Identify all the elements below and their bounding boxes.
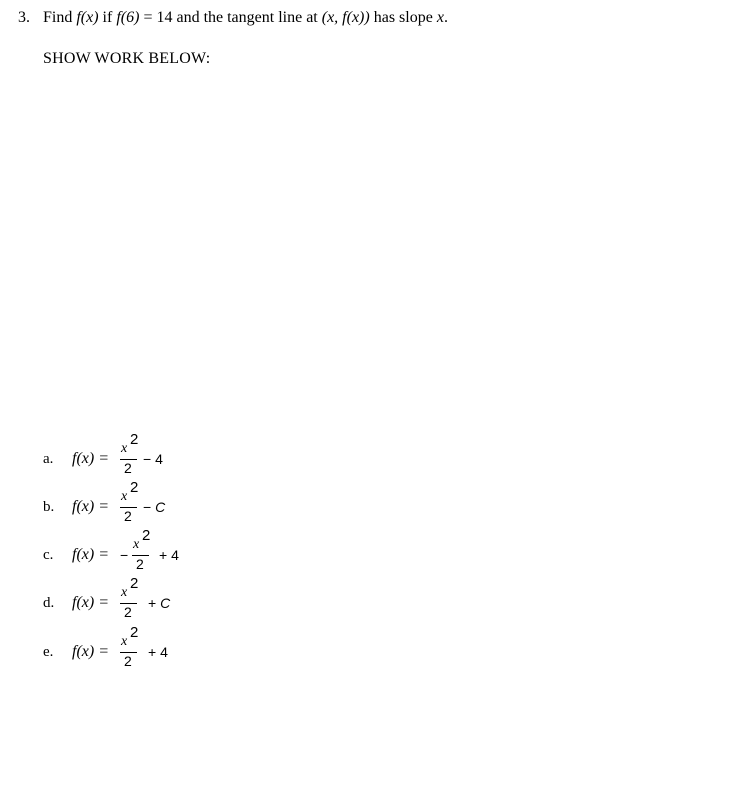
choice-constant: C bbox=[155, 499, 166, 515]
question-number: 3. bbox=[18, 9, 30, 26]
choice-d[interactable] bbox=[43, 575, 343, 625]
choice-lhs: f(x) = bbox=[72, 498, 109, 515]
question-condition: = 14 and the tangent line at bbox=[139, 9, 322, 26]
fraction-exponent: 2 bbox=[130, 479, 139, 496]
fraction-numerator: x bbox=[121, 441, 128, 456]
choice-operator: + bbox=[148, 644, 161, 660]
choice-constant: 4 bbox=[160, 644, 168, 660]
choice-tail bbox=[148, 644, 168, 660]
choice-letter: a. bbox=[43, 451, 54, 467]
choice-a[interactable] bbox=[43, 431, 343, 481]
fraction bbox=[120, 479, 139, 525]
choice-lhs: f(x) = bbox=[72, 546, 109, 563]
choice-tail bbox=[148, 595, 170, 611]
choice-operator: − bbox=[143, 499, 156, 515]
choice-tail bbox=[159, 547, 179, 563]
question-if: if bbox=[98, 9, 117, 26]
choice-operator: + bbox=[148, 595, 161, 611]
choice-letter: e. bbox=[43, 644, 54, 660]
question-slope-x: x bbox=[436, 9, 444, 26]
fraction-denominator: 2 bbox=[124, 508, 132, 524]
choice-constant: 4 bbox=[155, 451, 163, 467]
choice-constant: C bbox=[160, 595, 171, 611]
fraction-exponent: 2 bbox=[142, 527, 151, 544]
fraction-denominator: 2 bbox=[124, 604, 132, 620]
question-text bbox=[18, 8, 448, 28]
question-fx: f(x) bbox=[76, 9, 99, 26]
question-period: . bbox=[443, 9, 448, 26]
question-find: Find bbox=[43, 9, 77, 26]
show-work-instruction: SHOW WORK BELOW: bbox=[43, 50, 211, 67]
fraction-numerator: x bbox=[121, 585, 128, 600]
choice-lhs: f(x) = bbox=[72, 643, 109, 660]
choice-tail bbox=[143, 451, 163, 467]
fraction-exponent: 2 bbox=[130, 575, 139, 592]
fraction-denominator: 2 bbox=[124, 653, 132, 669]
question-point: (x, f(x)) bbox=[321, 9, 370, 26]
fraction bbox=[120, 624, 139, 670]
choice-letter: d. bbox=[43, 595, 55, 611]
fraction bbox=[120, 431, 139, 477]
fraction bbox=[132, 527, 151, 573]
choice-e[interactable] bbox=[43, 624, 343, 674]
fraction-numerator: x bbox=[121, 489, 128, 504]
choice-operator: + bbox=[159, 547, 172, 563]
fraction bbox=[120, 575, 139, 621]
fraction-exponent: 2 bbox=[130, 431, 139, 448]
fraction-numerator: x bbox=[133, 537, 140, 552]
fraction-denominator: 2 bbox=[124, 460, 132, 476]
choice-letter: b. bbox=[43, 499, 55, 515]
fraction-numerator: x bbox=[121, 634, 128, 649]
choice-letter: c. bbox=[43, 547, 54, 563]
fraction-denominator: 2 bbox=[136, 556, 144, 572]
choice-b[interactable] bbox=[43, 479, 343, 529]
choice-tail bbox=[143, 499, 165, 515]
choice-c[interactable] bbox=[43, 527, 343, 577]
choice-operator: − bbox=[143, 451, 156, 467]
choice-lhs: f(x) = bbox=[72, 450, 109, 467]
question-f6: f(6) bbox=[116, 9, 140, 26]
negative-sign: − bbox=[120, 547, 129, 563]
fraction-exponent: 2 bbox=[130, 624, 139, 641]
question-has-slope: has slope bbox=[369, 9, 437, 26]
choice-lhs: f(x) = bbox=[72, 594, 109, 611]
choice-constant: 4 bbox=[171, 547, 179, 563]
